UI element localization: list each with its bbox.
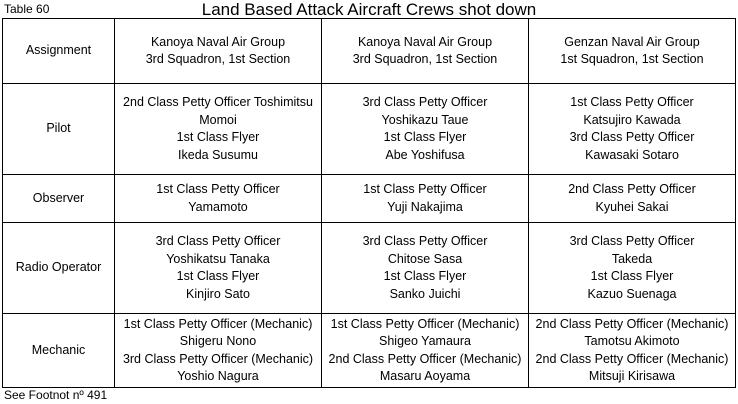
cell-line: Yamamoto [188, 199, 248, 214]
table-row [3, 19, 736, 84]
cell-line: Masaru Aoyama [379, 369, 471, 383]
cell-line: 2nd Class Petty Officer (Mechanic) [535, 351, 729, 366]
cell-line: 3rd Class Petty Officer [155, 234, 281, 248]
cell-line: 1st Class Petty Officer (Mechanic) [330, 316, 520, 331]
table-cell [322, 223, 529, 314]
cell-line: 2nd Class Petty Officer (Mechanic) [535, 316, 729, 331]
table-row [3, 314, 736, 388]
cell-line: Yoshikatsu Tanaka [166, 251, 270, 266]
row-label: Mechanic [31, 342, 86, 357]
footnote: See Footnot nº 491 [4, 388, 108, 402]
cell-line: Kinjiro Sato [186, 286, 250, 301]
cell-line: 2nd Class Petty Officer Toshimitsu [123, 95, 313, 109]
table-cell [322, 84, 529, 175]
cell-line: 2nd Class Petty Officer [568, 182, 696, 196]
table-title: Land Based Attack Aircraft Crews shot down [201, 0, 537, 19]
row-label-cell [3, 223, 115, 314]
cell-line: 3rd Class Petty Officer [362, 234, 488, 248]
cell-line: Kanoya Naval Air Group [150, 34, 286, 49]
cell-line: Kanoya Naval Air Group [357, 34, 493, 49]
row-label-cell [3, 314, 115, 388]
cell-line: Shigeru Nono [179, 334, 257, 348]
cell-line: 3rd Class Petty Officer (Mechanic) [122, 351, 314, 366]
crew-table-body [3, 19, 736, 388]
table-row [3, 175, 736, 223]
table-cell [529, 19, 736, 84]
cell-line: 1st Class Flyer [176, 269, 260, 283]
cell-line: Kyuhei Sakai [595, 199, 669, 214]
cell-line: 3rd Class Petty Officer [569, 130, 695, 144]
row-label: Pilot [46, 121, 71, 136]
table-cell [322, 19, 529, 84]
cell-line: Genzan Naval Air Group [564, 34, 700, 49]
row-label-cell [3, 19, 115, 84]
cell-line: Takeda [611, 251, 653, 266]
cell-line: Yoshio Nagura [177, 369, 259, 383]
table-number-label: Table 60 [4, 2, 50, 16]
table-row [3, 223, 736, 314]
table-cell [115, 84, 322, 175]
cell-line: Tamotsu Akimoto [584, 334, 680, 348]
table-cell [115, 175, 322, 223]
cell-line: Momoi [199, 112, 237, 127]
table-cell [529, 84, 736, 175]
cell-line: 1st Class Flyer [383, 269, 467, 283]
cell-line: 3rd Class Petty Officer [569, 234, 695, 248]
cell-line: 3rd Squadron, 1st Section [352, 52, 498, 66]
cell-line: Kawasaki Sotaro [585, 147, 679, 162]
cell-line: 1st Class Petty Officer [363, 182, 487, 196]
cell-line: Mitsuji Kirisawa [588, 369, 676, 383]
cell-line: 1st Class Flyer [590, 269, 674, 283]
cell-line: Sanko Juichi [389, 286, 461, 301]
table-cell [529, 314, 736, 388]
table-cell [115, 314, 322, 388]
table-cell [529, 175, 736, 223]
cell-line: Ikeda Susumu [178, 147, 258, 162]
cell-line: Abe Yoshifusa [385, 147, 465, 162]
cell-line: Yoshikazu Taue [381, 112, 469, 127]
row-label: Radio Operator [15, 260, 102, 275]
table-cell [529, 223, 736, 314]
cell-line: 1st Class Petty Officer [156, 182, 280, 196]
cell-line: Yuji Nakajima [387, 199, 463, 214]
cell-line: 3rd Class Petty Officer [362, 95, 488, 109]
row-label: Observer [32, 190, 85, 205]
cell-line: 1st Class Flyer [383, 130, 467, 144]
row-label-cell [3, 175, 115, 223]
cell-line: 1st Class Flyer [176, 130, 260, 144]
table-cell [115, 19, 322, 84]
cell-line: 2nd Class Petty Officer (Mechanic) [328, 351, 522, 366]
cell-line: 1st Squadron, 1st Section [560, 52, 704, 66]
cell-line: 3rd Squadron, 1st Section [145, 52, 291, 66]
cell-line: Katsujiro Kawada [583, 112, 681, 127]
table-row [3, 84, 736, 175]
row-label: Assignment [25, 43, 92, 58]
cell-line: Chitose Sasa [387, 251, 463, 266]
cell-line: Shigeo Yamaura [379, 334, 471, 348]
table-cell [115, 223, 322, 314]
crew-table [2, 18, 736, 388]
row-label-cell [3, 84, 115, 175]
table-cell [322, 314, 529, 388]
cell-line: 1st Class Petty Officer (Mechanic) [123, 316, 313, 331]
cell-line: 1st Class Petty Officer [570, 95, 694, 109]
cell-line: Kazuo Suenaga [587, 286, 677, 301]
table-cell [322, 175, 529, 223]
